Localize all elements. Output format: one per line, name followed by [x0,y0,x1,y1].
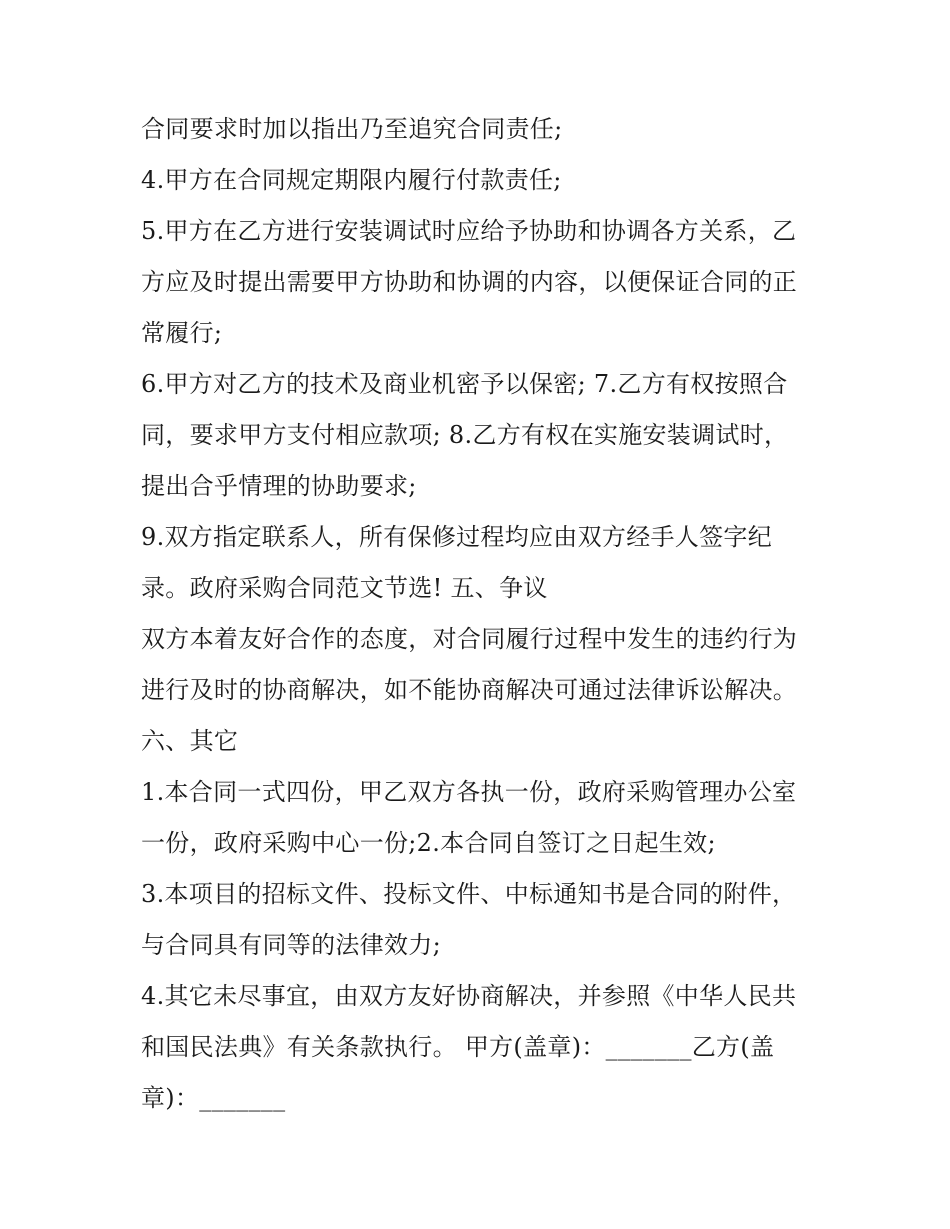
signature-line: 和国民法典》有关条款执行。 甲方(盖章)：_______乙方(盖 [141,1033,775,1061]
text-line: 一份，政府采购中心一份;2.本合同自签订之日起生效; [141,829,716,857]
text-line: 方应及时提出需要甲方协助和协调的内容，以便保证合同的正 [141,268,798,296]
signature-line: 章)：_______ [141,1084,286,1112]
text-line: 提出合乎情理的协助要求; [141,472,417,500]
text-line: 进行及时的协商解决，如不能协商解决可通过法律诉讼解决。 [141,676,798,704]
text-line: 5.甲方在乙方进行安装调试时应给予协助和协调各方关系，乙 [141,217,797,245]
text-line: 同，要求甲方支付相应款项; 8.乙方有权在实施安装调试时， [141,421,789,449]
text-line: 3.本项目的招标文件、投标文件、中标通知书是合同的附件， [141,880,797,908]
text-line: 常履行; [141,319,223,347]
contract-text [141,104,831,1124]
text-line: 4.甲方在合同规定期限内履行付款责任; [141,166,562,194]
text-line: 双方本着友好合作的态度，对合同履行过程中发生的违约行为 [141,625,798,653]
section-heading: 六、其它 [141,727,239,755]
text-line: 9.双方指定联系人，所有保修过程均应由双方经手人签字纪 [141,523,772,551]
text-line: 录。政府采购合同范文节选! 五、争议 [141,574,548,602]
text-line: 与合同具有同等的法律效力; [141,931,441,959]
text-line: 4.其它未尽事宜，由双方友好协商解决，并参照《中华人民共 [141,982,797,1010]
text-line: 合同要求时加以指出乃至追究合同责任; [141,115,563,143]
text-line: 6.甲方对乙方的技术及商业机密予以保密; 7.乙方有权按照合 [141,370,788,398]
text-line: 1.本合同一式四份，甲乙双方各执一份，政府采购管理办公室 [141,778,797,806]
